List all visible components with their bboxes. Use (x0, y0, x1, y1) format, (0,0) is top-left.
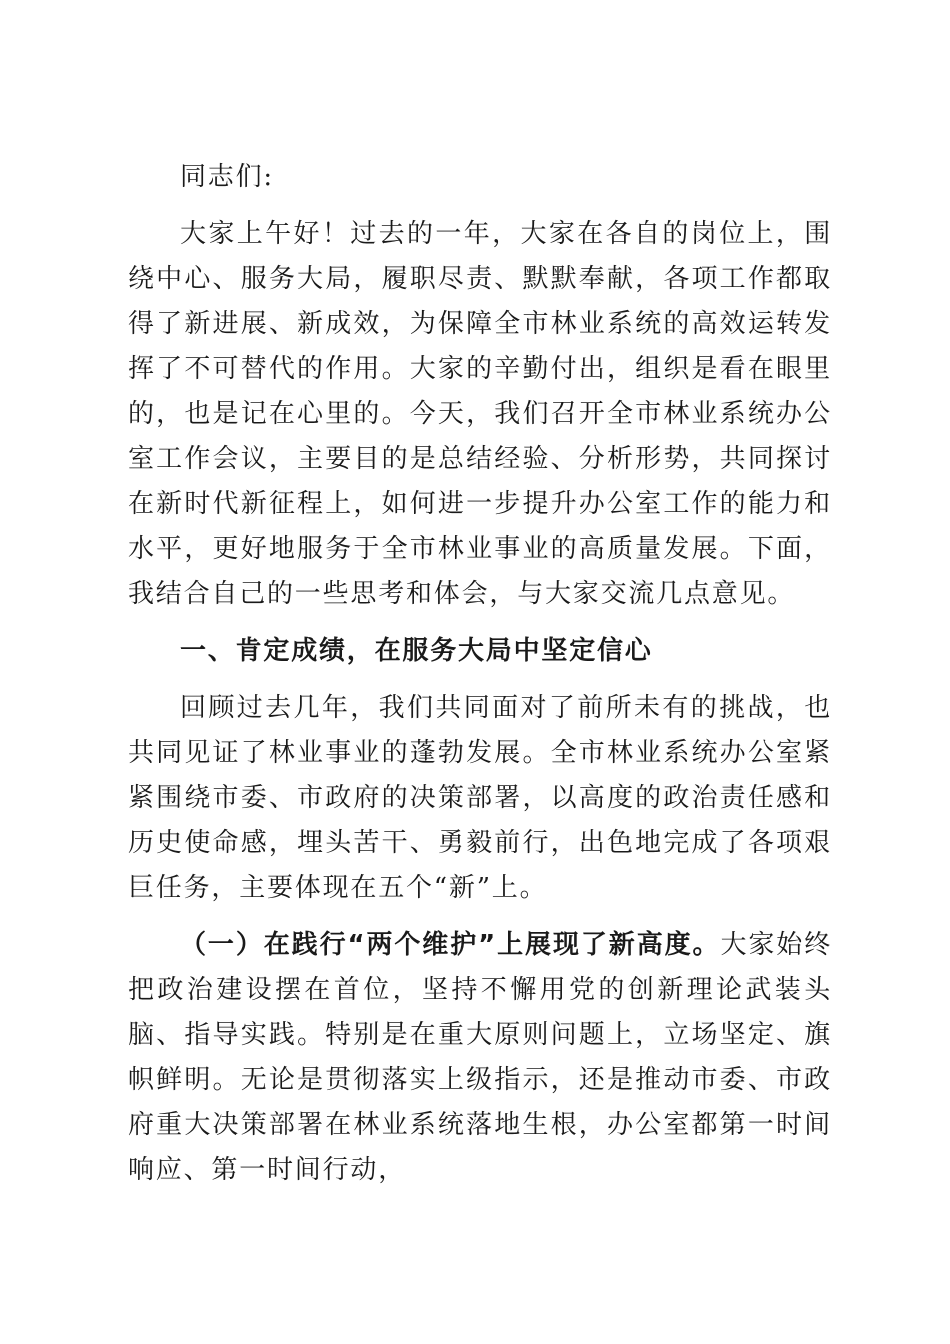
salutation: 同志们: (180, 162, 274, 192)
subsection-body-1: 大家始终把政治建设摆在首位，坚持不懈用党的创新理论武装头脑、指导实践。特别是在重大原则问题上，立场坚定、旗帜鲜明。无论是贯彻落实上级指示，还是推动市委、市政府重大决策部署在林业系统落地生根，办公室都第一时间响应、第一时间行动， (128, 930, 832, 1185)
opening-paragraph: 大家上午好！过去的一年，大家在各自的岗位上，围绕中心、服务大局，履职尽责、默默奉献，各项工作都取得了新进展、新成效，为保障全市林业系统的高效运转发挥了不可替代的作用。大家的辛勤付出，组织是看在眼里的，也是记在心里的。今天，我们召开全市林业系统办公室工作会议，主要目的是总结经验、分析形势，共同探讨在新时代新征程上，如何进一步提升办公室工作的能力和水平，更好地服务于全市林业事业的高质量发展。下面，我结合自己的一些思考和体会，与大家交流几点意见。 (128, 219, 832, 609)
subsection-paragraph-1 (128, 923, 832, 1193)
subsection-heading-1: （一）在践行“两个维护”上展现了新高度。 (180, 930, 721, 960)
section-heading-1: 一、肯定成绩，在服务大局中坚定信心 (180, 636, 653, 666)
review-paragraph: 回顾过去几年，我们共同面对了前所未有的挑战，也共同见证了林业事业的蓬勃发展。全市林业系统办公室紧紧围绕市委、市政府的决策部署，以高度的政治责任感和历史使命感，埋头苦干、勇毅前行，出色地完成了各项艰巨任务，主要体现在五个“新”上。 (128, 693, 832, 903)
document-body (128, 155, 832, 1205)
